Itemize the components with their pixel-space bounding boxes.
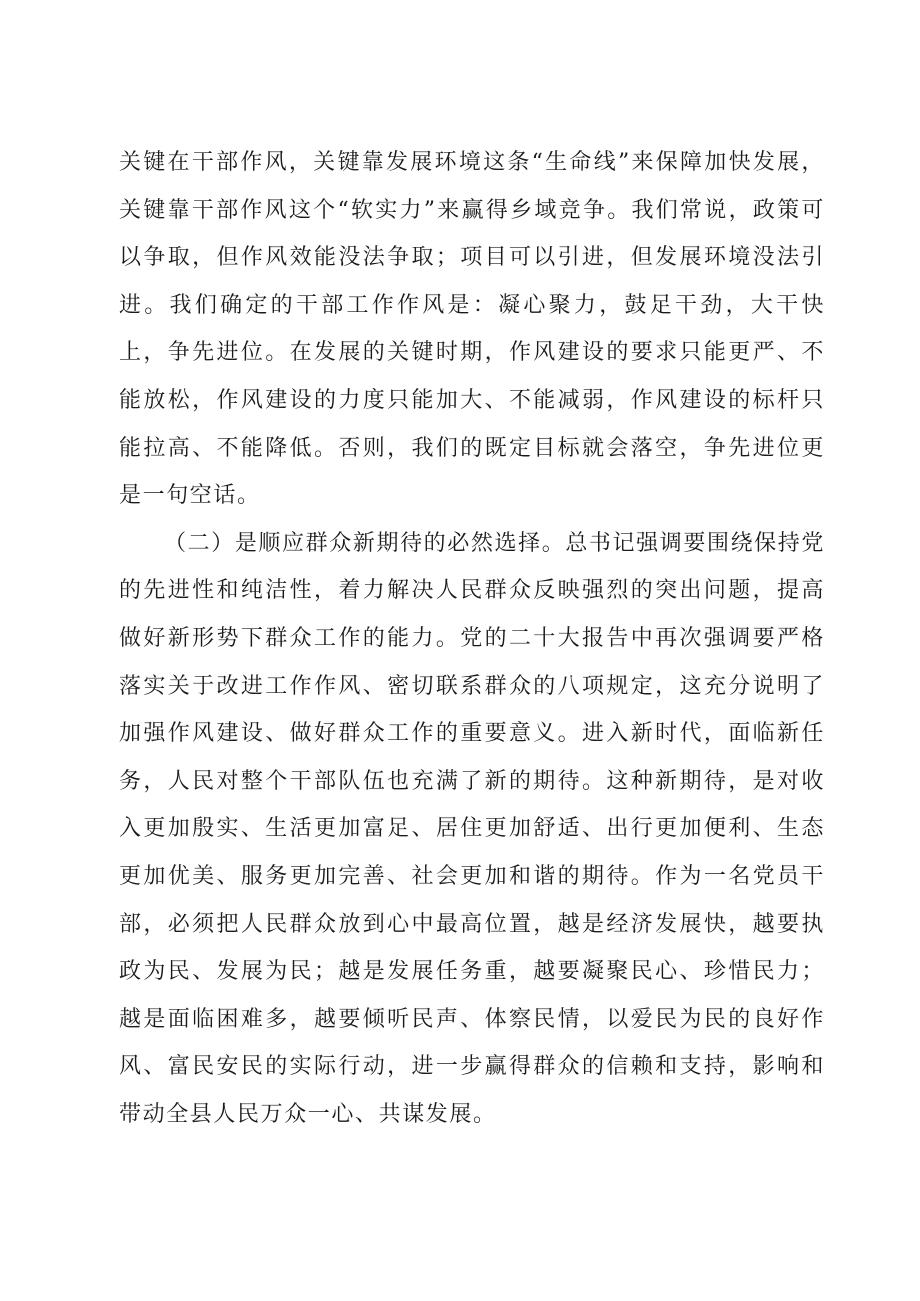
paragraph-public-expectation: （二）是顺应群众新期待的必然选择。总书记强调要围绕保持党的先进性和纯洁性，着力解决人民群众反映强烈的突出问题，提高做好新形势下群众工作的能力。党的二十大报告中再次强调要严格落实关于改进工作作风、密切联系群众的八项规定，这充分说明了加强作风建设、做好群众工作的重要意义。进入新时代，面临新任务，人民对整个干部队伍也充满了新的期待。这种新期待，是对收入更加殷实、生活更加富足、居住更加舒适、出行更加便利、生态更加优美、服务更加完善、社会更加和谐的期待。作为一名党员干部，必须把人民群众放到心中最高位置，越是经济发展快，越要执政为民、发展为民；越是发展任务重，越要凝聚民心、珍惜民力；越是面临困难多，越要倾听民声、体察民情，以爱民为民的良好作风、富民安民的实际行动，进一步赢得群众的信赖和支持，影响和带动全县人民万众一心、共谋发展。	[119, 530, 825, 1127]
paragraph-cadre-style: 关键在干部作风，关键靠发展环境这条“生命线”来保障加快发展，关键靠干部作风这个“软实力”来赢得乡域竞争。我们常说，政策可以争取，但作风效能没法争取；项目可以引进，但发展环境没法引进。我们确定的干部工作作风是：凝心聚力，鼓足干劲，大干快上，争先进位。在发展的关键时期，作风建设的要求只能更严、不能放松，作风建设的力度只能加大、不能减弱，作风建设的标杆只能拉高、不能降低。否则，我们的既定目标就会落空，争先进位更是一句空话。	[119, 150, 825, 509]
document-body	[119, 139, 825, 1138]
